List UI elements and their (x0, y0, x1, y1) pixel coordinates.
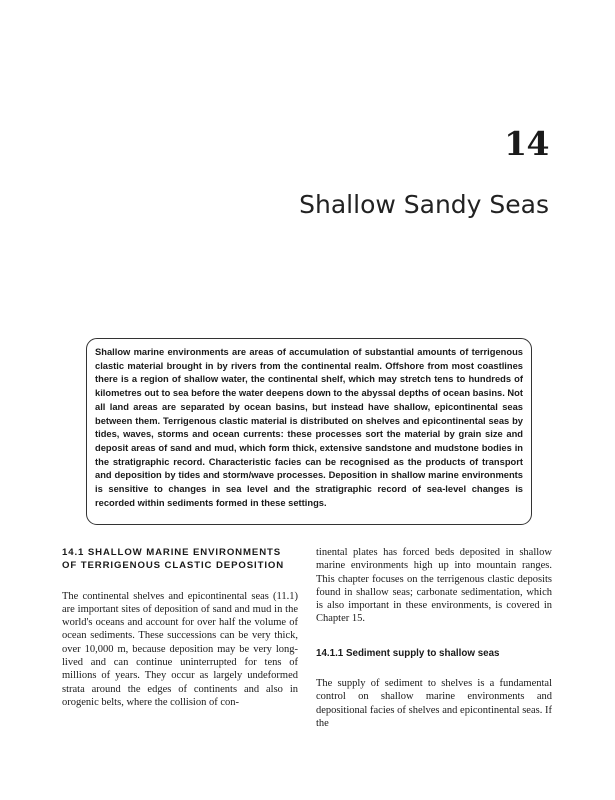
subsection-heading: 14.1.1 Sediment supply to shallow seas (316, 647, 500, 659)
left-column (62, 546, 298, 709)
section-heading: 14.1 SHALLOW MARINE ENVIRONMENTS OF TERRIGENOUS CLASTIC DEPOSITION (62, 547, 285, 572)
chapter-number: 14 (504, 124, 549, 163)
chapter-title: Shallow Sandy Seas (299, 190, 549, 219)
body-paragraph-continued: tinental plates has forced beds deposited in shallow marine environments high up into mountain ranges. This chapter focuses on the terrigenous clastic deposits found in shallow seas; carbonate sedimentation, which is also important in these environments, is covered in Chapter 15. (316, 547, 552, 625)
abstract-box (86, 338, 532, 525)
subsection-paragraph: The supply of sediment to shelves is a fundamental control on shallow marine environments and depositional facies of shelves and epicontinental seas. If the (316, 678, 552, 729)
right-column (316, 546, 552, 730)
body-paragraph: The continental shelves and epicontinental seas (11.1) are important sites of deposition of sand and mud in the world's oceans and account for over half the volume of ocean sediments. These successions can be very thick, over 10,000 m, because deposition may be very long-lived and can continue uninterrupted for tens of millions of years. They occur as largely undeformed strata around the edges of continents and also in orogenic belts, where the collision of con- (62, 590, 298, 708)
abstract-text: Shallow marine environments are areas of accumulation of substantial amounts of terrigenous clastic material brought in by rivers from the continental realm. Offshore from most coastlines there is a region of shallow water, the continental shelf, which may stretch tens to hundreds of kilometres out to sea before the water deepens down to the abyssal depths of ocean basins. Not all land areas are separated by ocean basins, but instead have shallow, epicontinental seas between them. Terrigenous clastic material is distributed on shelves and epicontinental seas by tides, waves, storms and ocean currents: these processes sort the material by grain size and deposit areas of sand and mud, which form thick, extensive sandstone and mudstone bodies in the stratigraphic record. Characteristic facies can be recognised as the products of transport and deposition by tides and storm/wave processes. Deposition in shallow marine environments is sensitive to changes in sea level and the stratigraphic record of sea-level changes is recorded within sediments formed in these settings. (95, 347, 523, 508)
